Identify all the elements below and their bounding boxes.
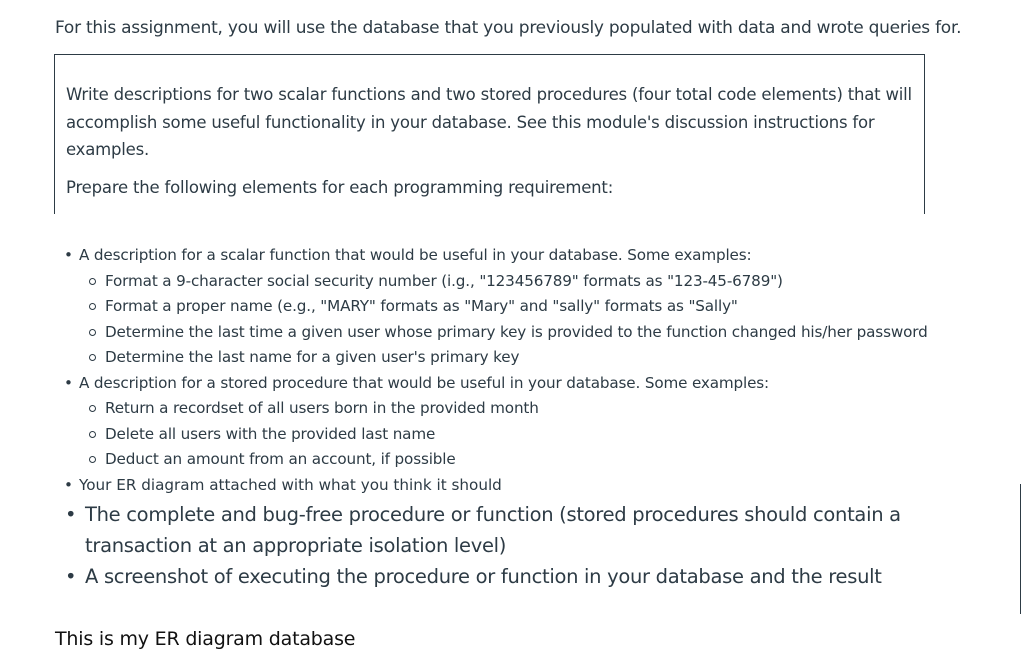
- circle-bullet-icon: [89, 431, 96, 438]
- list-item-text: A description for a stored procedure that would be useful in your database. Some examples:: [79, 373, 770, 392]
- bullet-icon: •: [65, 503, 77, 526]
- sub-list-item: [64, 294, 964, 320]
- list-item-screenshot: [65, 561, 1000, 592]
- sub-list-item: [64, 447, 964, 473]
- list-item-stored-procedure: [64, 371, 964, 397]
- er-diagram-caption: This is my ER diagram database: [55, 628, 356, 650]
- requirements-box: [55, 484, 1021, 614]
- circle-bullet-icon: [89, 303, 96, 310]
- sub-list-item-text: Delete all users with the provided last name: [105, 424, 436, 443]
- list-item-procedure-code: [65, 499, 1000, 561]
- examples-list: [64, 243, 964, 494]
- cut-off-text: Your ER diagram attached with what you think it should: [79, 475, 502, 494]
- sub-list-item: [64, 269, 964, 295]
- bullet-icon: •: [64, 373, 73, 392]
- sub-list-item-text: Format a proper name (e.g., "MARY" formats as "Mary" and "sally" formats as "Sally": [105, 297, 738, 315]
- list-item-scalar-function: [64, 243, 964, 269]
- sub-list-item: [64, 422, 964, 448]
- circle-bullet-icon: [89, 329, 96, 336]
- intro-paragraph: For this assignment, you will use the database that you previously populated with data and wrote queries for.: [55, 18, 962, 38]
- sub-list-item-text: Return a recordset of all users born in the provided month: [105, 399, 539, 417]
- bullet-icon: •: [64, 246, 73, 264]
- bullet-icon: •: [65, 565, 77, 588]
- requirements-list: [65, 499, 1000, 592]
- sub-list-item: [64, 396, 964, 422]
- circle-bullet-icon: [89, 354, 96, 361]
- prepare-paragraph: Prepare the following elements for each programming requirement:: [66, 178, 614, 197]
- sub-list-item-text: Format a 9-character social security number (i.g., "123456789" formats as "123-45-6789"): [105, 271, 783, 290]
- circle-bullet-icon: [89, 456, 96, 463]
- sub-list-item-text: Determine the last time a given user whose primary key is provided to the function changed his/her password: [105, 322, 928, 341]
- sub-list-item-text: Deduct an amount from an account, if possible: [105, 450, 456, 468]
- circle-bullet-icon: [89, 278, 96, 285]
- list-item-text: A description for a scalar function that would be useful in your database. Some examples:: [79, 246, 752, 264]
- instructions-paragraph: Write descriptions for two scalar functions and two stored procedures (four total code elements) that will accomplish some useful functionality in your database. See this module's discussion instructions for examples.: [66, 85, 912, 159]
- list-item-text: A screenshot of executing the procedure or function in your database and the result: [85, 565, 882, 588]
- bullet-icon: •: [64, 475, 73, 494]
- instructions-box: [54, 54, 925, 214]
- sub-list-item-text: Determine the last name for a given user's primary key: [105, 348, 520, 366]
- list-item-text: The complete and bug-free procedure or function (stored procedures should contain a transaction at an appropriate isolation level): [85, 503, 901, 557]
- circle-bullet-icon: [89, 405, 96, 412]
- sub-list-item: [64, 320, 964, 346]
- sub-list-item: [64, 345, 964, 371]
